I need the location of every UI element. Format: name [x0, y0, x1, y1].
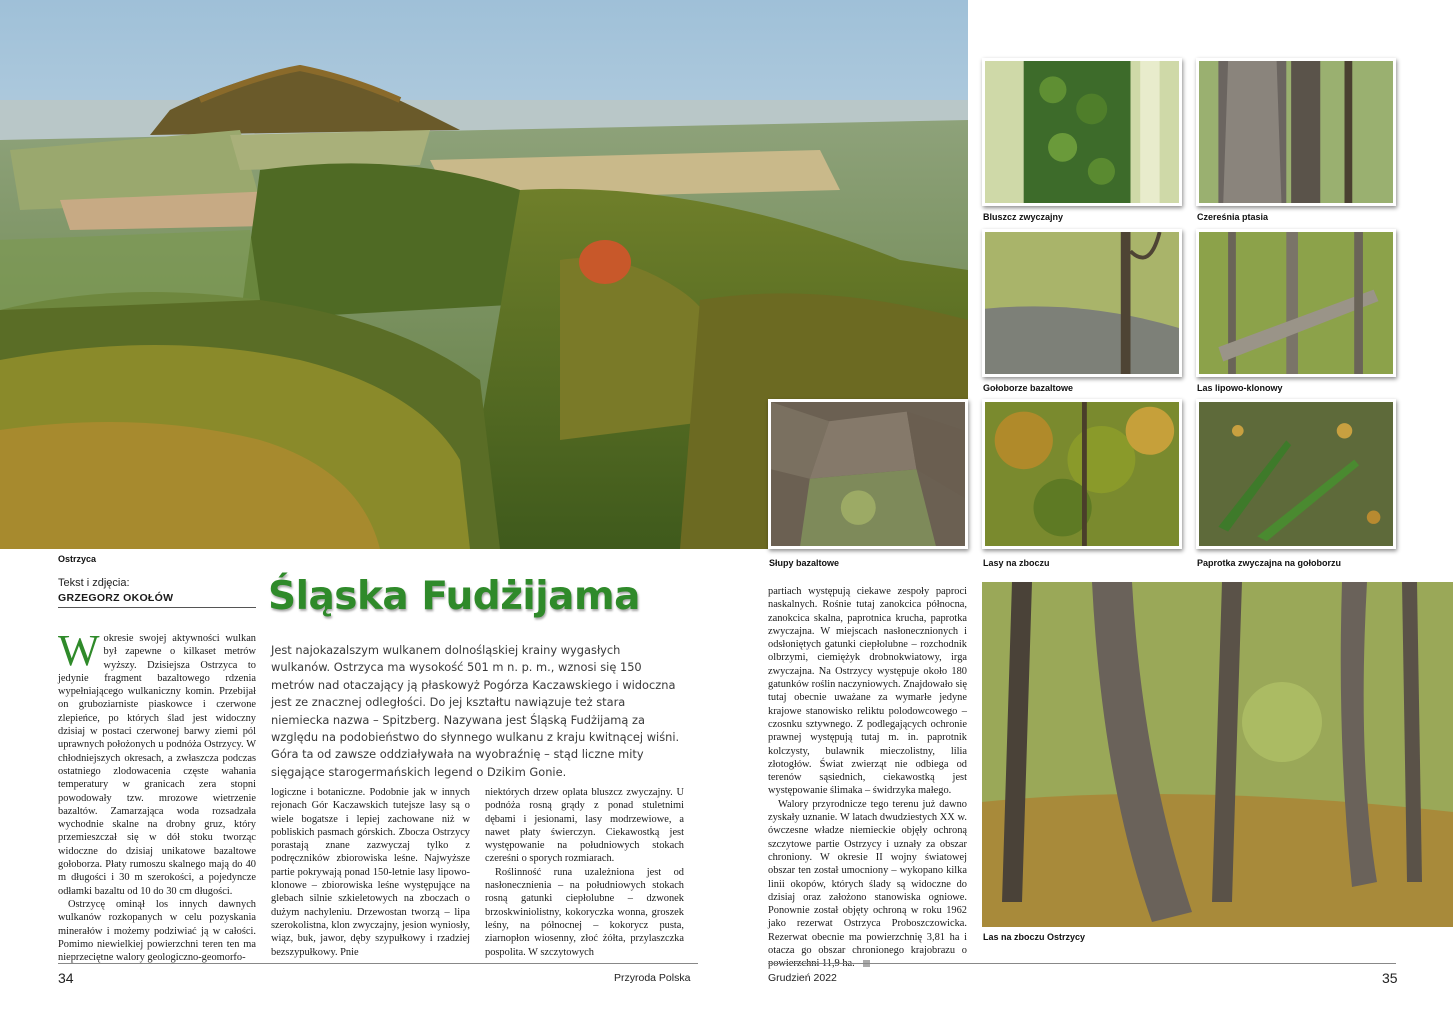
hero-caption: Ostrzyca	[58, 554, 97, 564]
paragraph	[58, 626, 256, 898]
photo-lasy-zbocze	[982, 399, 1182, 549]
fern-image	[1199, 402, 1393, 546]
linden-forest-image	[1199, 232, 1393, 374]
photo-las-ostrzycy	[982, 582, 1453, 927]
photo-paprotka	[1196, 399, 1396, 549]
footer-rule-right	[768, 963, 1396, 964]
caption-paprotka: Paprotka zwyczajna na gołoborzu	[1197, 558, 1342, 568]
article-lead: Jest najokazalszym wulkanem dolnośląskiej krainy wygasłych wulkanów. Ostrzyca ma wysokość 501 m n. p. m., wznosi się 150 metrów nad otaczający ją płaskowyż Pogórza Kaczawskiego i widoczna jest ze znacznej odległości. Do jej kształtu nawiązuje też stara niemiecka nazwa – Spitzberg. Nazywana jest Śląską Fudżijamą za względu na podobieństwo do słynnego wulkanu z kraju kwitnącej wiśni. Góra ta od zawsze oddziaływała na wyobraźnię – stąd liczne mity sięgające starogermańskich legend o Dzikim Gonie.	[271, 643, 680, 779]
photo-slupy	[768, 399, 968, 549]
photo-goloborze	[982, 229, 1182, 377]
photo-bluszcz	[982, 58, 1182, 206]
caption-slupy: Słupy bazaltowe	[769, 558, 840, 568]
ivy-image	[985, 61, 1179, 203]
footer-rule-left	[58, 963, 698, 964]
body-column-2	[271, 786, 470, 959]
drop-cap: W	[58, 626, 100, 675]
caption-las-lipowo: Las lipowo-klonowy	[1197, 383, 1283, 393]
photo-czeresnia	[1196, 58, 1396, 206]
magazine-title: Przyroda Polska	[614, 972, 691, 984]
cherry-tree-image	[1199, 61, 1393, 203]
paragraph	[768, 798, 967, 971]
caption-goloborze: Gołoborze bazaltowe	[983, 383, 1074, 393]
caption-lasy-zbocze: Lasy na zboczu	[983, 558, 1050, 568]
photo-las-lipowo	[1196, 229, 1396, 377]
paragraph: partiach występują ciekawe zespoły paproci naskalnych. Rośnie tutaj zanokcica północna, zanokcica skalna, paprotnica krucha, paprotka zwyczajna. W miejscach nasłonecznionych i odsłoniętych gatunki ciepłolubne – rozchodnik olbrzymi, ciemiężyk drobnokwiatowy, irga zwyczajna. Na Ostrzycy występuje około 180 gatunków roślin naczyniowych. Znajdowało się tutaj obecnie uważane za wymarłe jedyne krajowe stanowisko reliktu polodowcowego – czosnku sztywnego. Z podlegających ochronie prawnej występują tutaj m. in. paprotnik kolczysty, bulawnik mieczolistny, lilia złotogłów. Świat zwierząt nie odbiega od terenów sąsiednich, ciekawostką jest występowanie ślimaka – świdrzyka małego.	[768, 586, 967, 797]
forest-slope-image	[982, 582, 1453, 927]
caption-las-ostrzycy: Las na zboczu Ostrzycy	[983, 932, 1086, 942]
basalt-scree-image	[985, 232, 1179, 374]
issue-date: Grudzień 2022	[768, 972, 837, 984]
paragraph: niektórych drzew oplata bluszcz zwyczajny. U podnóża rosną grądy z ponad stuletnimi dębami i jesionami, lasy modrzewiowe, a nawet płaty świerczyn. Ciekawostką jest występowanie na południowych stokach czereśni o sporych rozmiarach.	[485, 787, 684, 865]
article-title: Śląska Fudżijama	[268, 574, 640, 619]
paragraph: Roślinność runa uzależniona jest od nasłonecznienia – na południowych stokach rosną gatunki ciepłolubne – dzwonek brzoskwiniolistny, kokoryczka wonna, groszek leśny, na północnej – kokorycz pusta, ziarnopłon wiosenny, złoć żółta, przylaszczka pospolita. W szczytowych	[485, 866, 684, 958]
caption-bluszcz: Bluszcz zwyczajny	[983, 212, 1064, 222]
paragraph: Ostrzycę ominął los innych dawnych wulkanów rozkopanych w celu pozyskania minerałów i możemy podziwiać ją w całości. Pomimo niewielkiej powierzchni teren ten ma nieprzeciętne walory geologiczno-geomorfo-	[58, 898, 256, 964]
byline-author: GRZEGORZ OKOŁÓW	[58, 592, 256, 608]
body-column-1	[58, 626, 256, 964]
page-number-right: 35	[1382, 970, 1398, 986]
caption-czeresnia: Czereśnia ptasia	[1197, 212, 1269, 222]
paragraph: logiczne i botaniczne. Podobnie jak w innych rejonach Gór Kaczawskich tutejsze lasy są o wiele bogatsze i lepiej zachowane niż w pobliskich pasmach górskich. Zbocza Ostrzycy porastają znane zazwyczaj tylko z podręczników zbiorowiska leśne. Najwyższe partie pokrywają ponad 150-letnie lasy lipowo-klonowe – zbiorowiska leśne występujące na glebach silnie szkieletowych na zboczach o dużym nachyleniu. Drzewostan tworzą – lipa szerokolistna, klon zwyczajny, jesion wyniosły, wiąz, buk, jawor, dęby szypułkowy i rzadziej bezszypułkowy. Pnie	[271, 787, 470, 958]
paragraph-text: Walory przyrodnicze tego terenu już dawno zyskały uznanie. W latach dwudziestych XX w. ówczesne władze niemieckie objęły ochroną szczytowe partie Ostrzycy i uznały za obszar chroniony. W okresie II wojny światowej obszar ten został umocniony – wykopano kilka linii okopów, których ślady są widoczne do dzisiaj oraz założono stanowiska ogniowe. Ponownie został objęty ochroną w roku 1962 jako rezerwat Ostrzyca Proboszczowicka. Rezerwat obecnie ma powierzchnię 3,81 ha i otacza go obszar chronionego krajobrazu o	[768, 798, 967, 957]
byline-label: Tekst i zdjęcia:	[58, 577, 130, 589]
basalt-columns-image	[771, 402, 965, 546]
slope-forest-image	[985, 402, 1179, 546]
page-number-left: 34	[58, 970, 74, 986]
paragraph-text: okresie swojej aktywności wulkan był zapewne o kilkaset metrów wyższy. Dzisiejsza Ostrzyca to jedynie fragment bazaltowego rdzenia wypełniającego wulkaniczny komin. Przebijał on gruboziarniste piaskowce i czerwone zlepieńce, po których ślad jest widoczny dzisiaj w postaci czerwonej barwy ziemi pól uprawnych położonych u podnóża Ostrzycy. W chłodniejszych okresach, a zwłaszcza podczas ostatniego zlodowacenia częste wahania temperatury w granicach zera stopni powodowały tzw. mrozowe wietrzenie bazaltów. Zamarzająca woda rozsadzała wychodnie skalne na drobny gruz, który przemieszczał się w dół stoku tworząc widoczne do dzisiaj unikatowe bazaltowe gołoborza. Płaty rumoszu skalnego mają do 40 m długości i 30 m szerokości, a pojedyncze odłamki bazaltu od 10 do 30 cm długości.	[58, 633, 256, 897]
body-column-4	[768, 585, 967, 971]
body-column-3	[485, 786, 684, 959]
